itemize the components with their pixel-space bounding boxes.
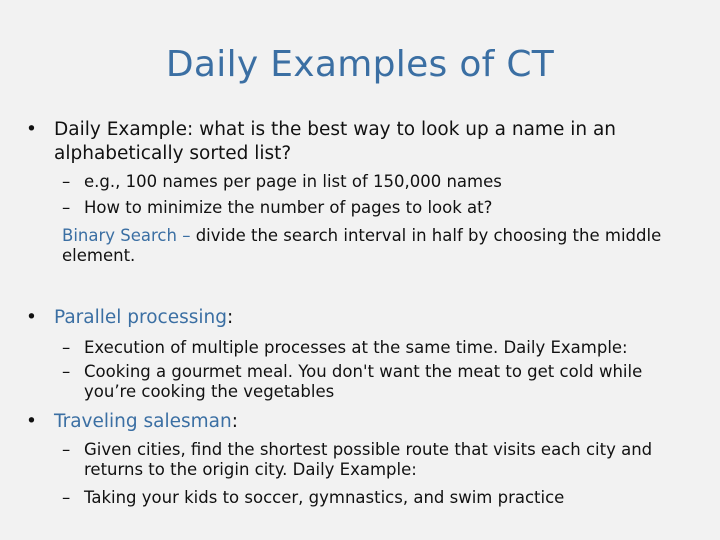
sub-bullet-shortest-route	[62, 440, 694, 480]
dash-icon: –	[62, 362, 71, 381]
sub-bullet-text: Given cities, find the shortest possible route that visits each city and returns to the origin city. Daily Example:	[84, 440, 653, 479]
sub-bullet-text: Taking your kids to soccer, gymnastics, and swim practice	[84, 488, 565, 507]
dash-icon: –	[62, 198, 71, 217]
bullet-traveling-salesman	[26, 410, 694, 434]
dash-icon: –	[62, 440, 71, 459]
binary-search-separator: –	[176, 226, 196, 245]
bullet-text: Daily Example: what is the best way to look up a name in an alphabetically sorted list?	[54, 119, 617, 164]
sub-bullet-text: e.g., 100 names per page in list of 150,000 names	[84, 172, 502, 191]
slide-title: Daily Examples of CT	[165, 44, 555, 85]
binary-search-description: divide the search interval in half by choosing the middle element.	[62, 226, 662, 265]
parallel-processing-term: Parallel processing	[54, 307, 227, 328]
term-colon: :	[231, 411, 238, 432]
sub-bullet-cooking	[62, 362, 694, 402]
bullet-icon: •	[26, 119, 37, 140]
sub-bullet-text: Execution of multiple processes at the same time. Daily Example:	[84, 338, 628, 357]
binary-search-term: Binary Search	[62, 226, 177, 245]
dash-icon: –	[62, 488, 71, 507]
bullet-daily-example	[26, 118, 694, 166]
sub-bullet-execution	[62, 338, 694, 358]
dash-icon: –	[62, 338, 71, 357]
sub-bullet-text: How to minimize the number of pages to look at?	[84, 198, 493, 217]
sub-bullet-text: Cooking a gourmet meal. You don't want the meat to get cold while you’re cooking the vegetables	[84, 362, 643, 401]
term-colon: :	[227, 307, 234, 328]
sub-bullet-minimize-pages	[62, 198, 694, 218]
dash-icon: –	[62, 172, 71, 191]
bullet-icon: •	[26, 307, 37, 328]
sub-bullet-names-per-page	[62, 172, 694, 192]
binary-search-note	[62, 226, 682, 266]
bullet-parallel-processing	[26, 306, 694, 330]
bullet-icon: •	[26, 411, 37, 432]
sub-bullet-kids-practice	[62, 488, 694, 508]
traveling-salesman-term: Traveling salesman	[54, 411, 232, 432]
